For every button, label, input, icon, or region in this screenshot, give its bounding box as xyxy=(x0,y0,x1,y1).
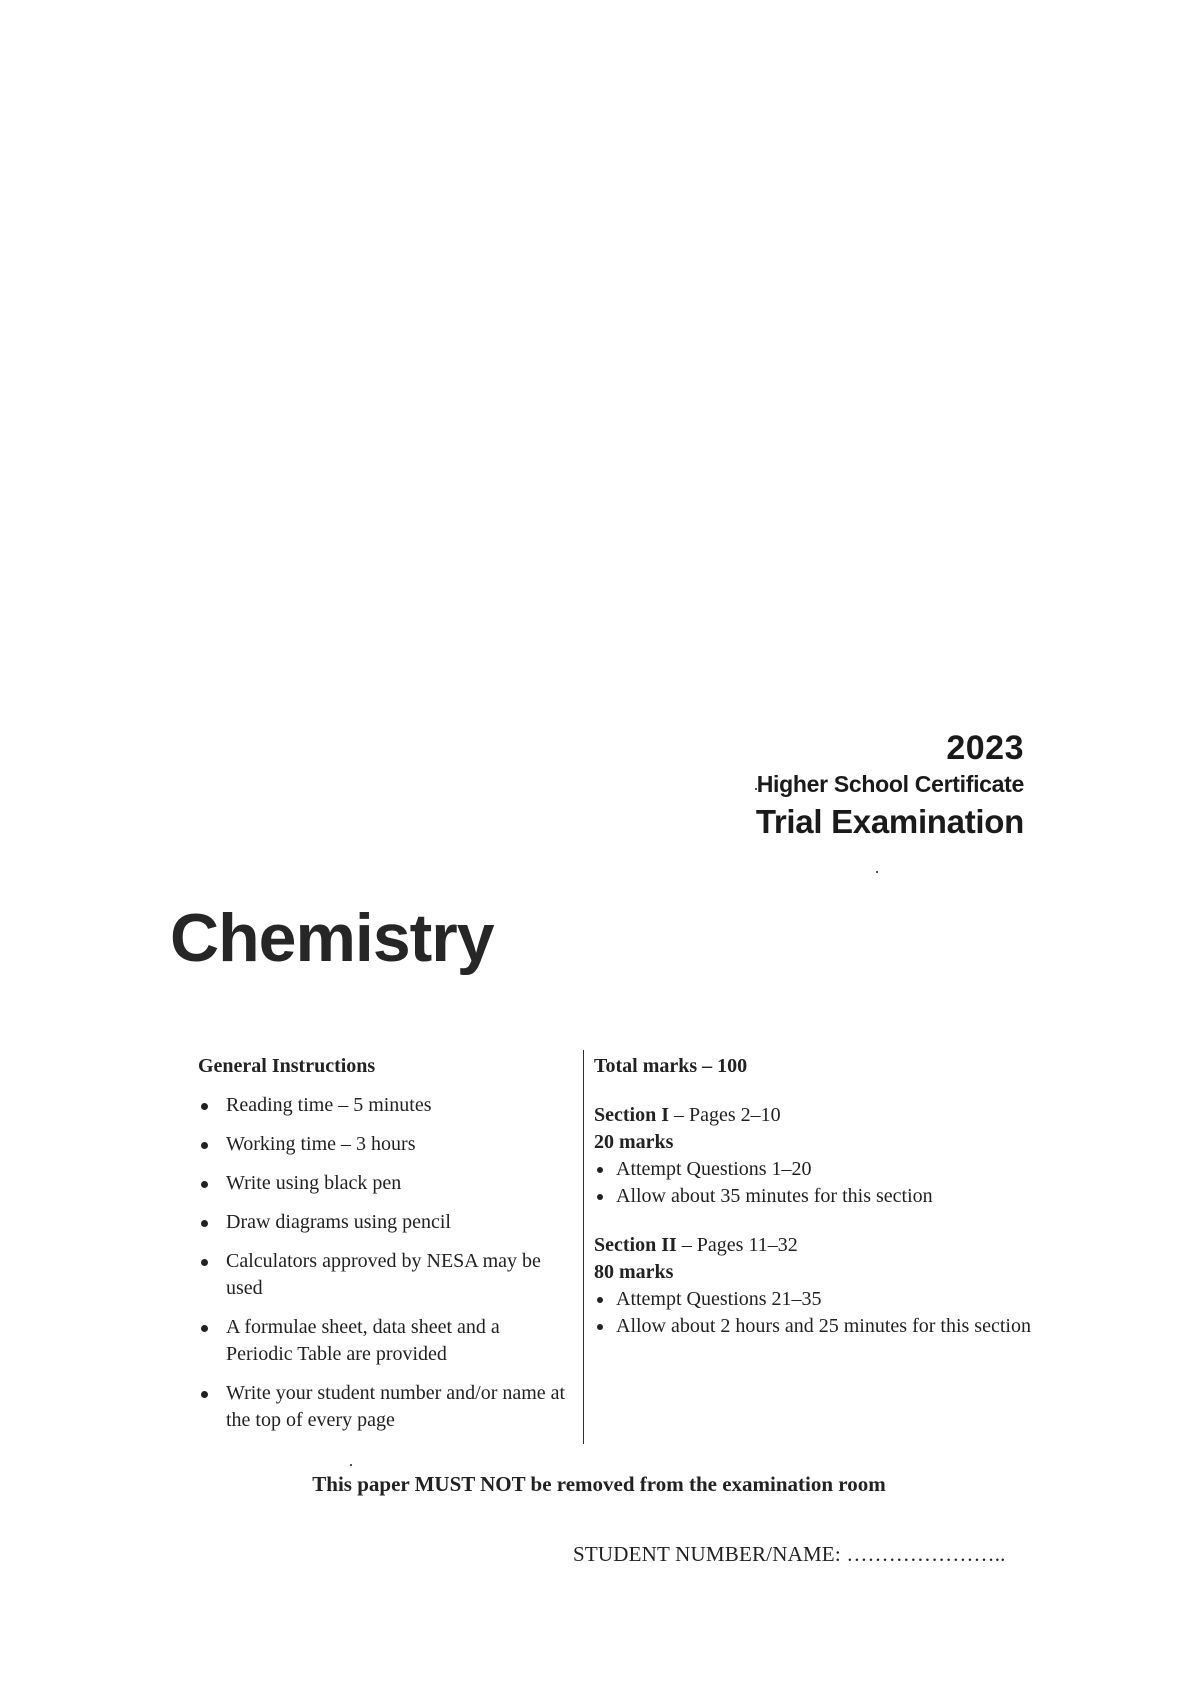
section-one xyxy=(594,1102,1034,1210)
section-one-title xyxy=(594,1102,1034,1129)
list-item: Attempt Questions 1–20 xyxy=(594,1156,1034,1183)
list-item: Allow about 2 hours and 25 minutes for this section xyxy=(594,1313,1034,1340)
scan-speck xyxy=(755,788,757,790)
section-one-name: Section I xyxy=(594,1104,669,1126)
instructions-list xyxy=(198,1092,568,1434)
certificate-title: Higher School Certificate xyxy=(756,771,1024,797)
marks-info xyxy=(594,1052,1034,1362)
exam-type-title: Trial Examination xyxy=(755,803,1024,840)
section-two-name: Section II xyxy=(594,1234,677,1256)
section-two-title xyxy=(594,1232,1034,1259)
section-one-pages: – Pages 2–10 xyxy=(669,1104,781,1126)
list-item: Working time – 3 hours xyxy=(198,1131,568,1158)
exam-header xyxy=(756,728,1024,844)
scan-speck xyxy=(350,1464,352,1466)
section-two-pages: – Pages 11–32 xyxy=(676,1234,798,1256)
student-number-field: STUDENT NUMBER/NAME: ………………….. xyxy=(573,1542,1006,1566)
column-divider xyxy=(583,1050,584,1444)
list-item: Calculators approved by NESA may be used xyxy=(198,1248,568,1302)
list-item: Attempt Questions 21–35 xyxy=(594,1286,1034,1313)
section-one-list xyxy=(594,1156,1034,1210)
list-item: A formulae sheet, data sheet and a Periodic Table are provided xyxy=(198,1314,568,1368)
list-item: Write using black pen xyxy=(198,1170,568,1197)
general-instructions-heading: General Instructions xyxy=(198,1055,376,1077)
list-item: Write your student number and/or name at the top of every page xyxy=(198,1380,568,1434)
general-instructions xyxy=(198,1052,568,1446)
section-two-list xyxy=(594,1286,1034,1340)
section-one-marks: 20 marks xyxy=(594,1131,674,1153)
list-item: Allow about 35 minutes for this section xyxy=(594,1183,1034,1210)
section-two-marks: 80 marks xyxy=(594,1261,674,1283)
total-marks: Total marks – 100 xyxy=(594,1055,748,1077)
exam-year: 2023 xyxy=(946,729,1024,767)
section-two xyxy=(594,1232,1034,1340)
list-item: Draw diagrams using pencil xyxy=(198,1209,568,1236)
subject-title: Chemistry xyxy=(170,900,494,976)
removal-warning: This paper MUST NOT be removed from the examination room xyxy=(312,1472,886,1496)
scan-speck xyxy=(876,871,878,873)
list-item: Reading time – 5 minutes xyxy=(198,1092,568,1119)
